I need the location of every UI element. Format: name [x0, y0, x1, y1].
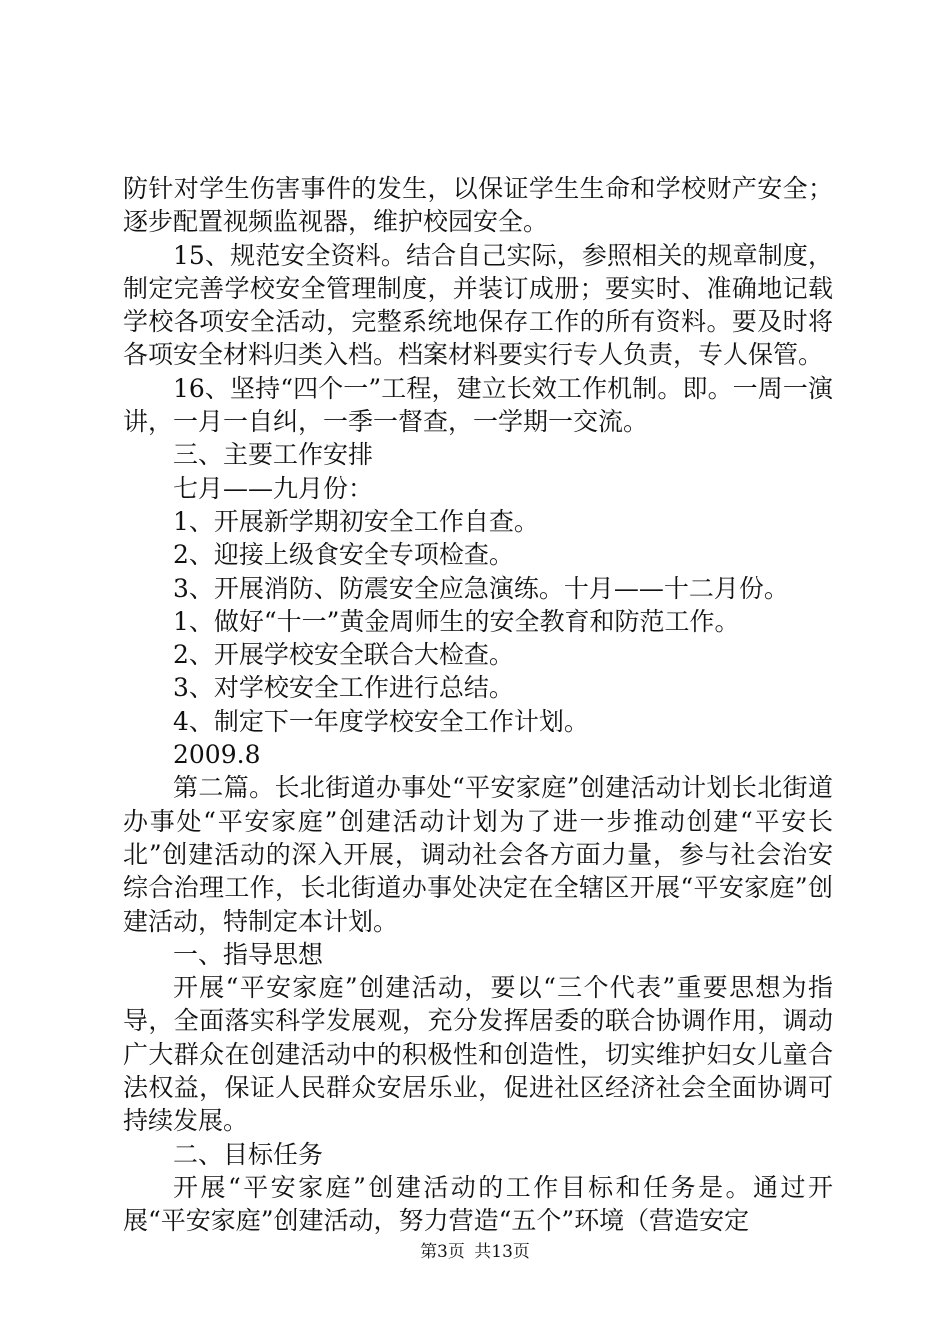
section-heading-guiding-thought: 一、指导思想	[173, 939, 324, 969]
schedule-item: 2、开展学校安全联合大检查。	[173, 640, 514, 670]
page-total: 共13页	[474, 1242, 530, 1262]
paragraph-guiding-thought: 开展“平安家庭”创建活动，要以“三个代表”重要思想为指导，全面落实科学发展观，充分发挥居委的联合协调作用，调动广大群众在创建活动中的积极性和创造性，切实维护妇女儿童合法权益，保证人民群众安居乐业，促进社区经济社会全面协调可持续发展。	[123, 973, 833, 1136]
paragraph-part-two-intro: 第二篇。长北街道办事处“平安家庭”创建活动计划长北街道办事处“平安家庭”创建活动计划为了进一步推动创建“平安长北”创建活动的深入开展，调动社会各方面力量，参与社会治安综合治理工作，长北街道办事处决定在全辖区开展“平安家庭”创建活动，特制定本计划。	[123, 773, 833, 936]
paragraph-item-15: 15、规范安全资料。结合自己实际，参照相关的规章制度，制定完善学校安全管理制度，并装订成册；要实时、准确地记载学校各项安全活动，完整系统地保存工作的所有资料。要及时将各项安全材料归类入档。档案材料要实行专人负责，专人保管。	[123, 240, 833, 370]
document-date: 2009.8	[173, 740, 261, 770]
paragraph-item-16: 16、坚持“四个一”工程，建立长效工作机制。即。一周一演讲，一月一自纠，一季一督查，一学期一交流。	[123, 373, 833, 437]
document-body	[123, 172, 833, 1238]
section-heading-work-schedule: 三、主要工作安排	[173, 440, 374, 470]
schedule-item: 4、制定下一年度学校安全工作计划。	[173, 706, 589, 736]
paragraph-goals: 开展“平安家庭”创建活动的工作目标和任务是。通过开展“平安家庭”创建活动，努力营造“五个”环境（营造安定	[123, 1172, 833, 1236]
page-number: 第3页	[420, 1242, 465, 1262]
schedule-item: 1、开展新学期初安全工作自查。	[173, 506, 539, 536]
page-footer	[0, 1240, 950, 1264]
schedule-period-july-september: 七月——九月份：	[173, 473, 374, 503]
section-heading-goals: 二、目标任务	[173, 1139, 324, 1169]
paragraph-continuation: 防针对学生伤害事件的发生，以保证学生生命和学校财产安全；逐步配置视频监视器，维护校园安全。	[123, 174, 833, 237]
schedule-item: 3、对学校安全工作进行总结。	[173, 673, 514, 703]
schedule-item: 3、开展消防、防震安全应急演练。十月——十二月份。	[173, 573, 789, 603]
schedule-item: 2、迎接上级食安全专项检查。	[173, 540, 514, 570]
schedule-item: 1、做好“十一”黄金周师生的安全教育和防范工作。	[173, 606, 740, 636]
